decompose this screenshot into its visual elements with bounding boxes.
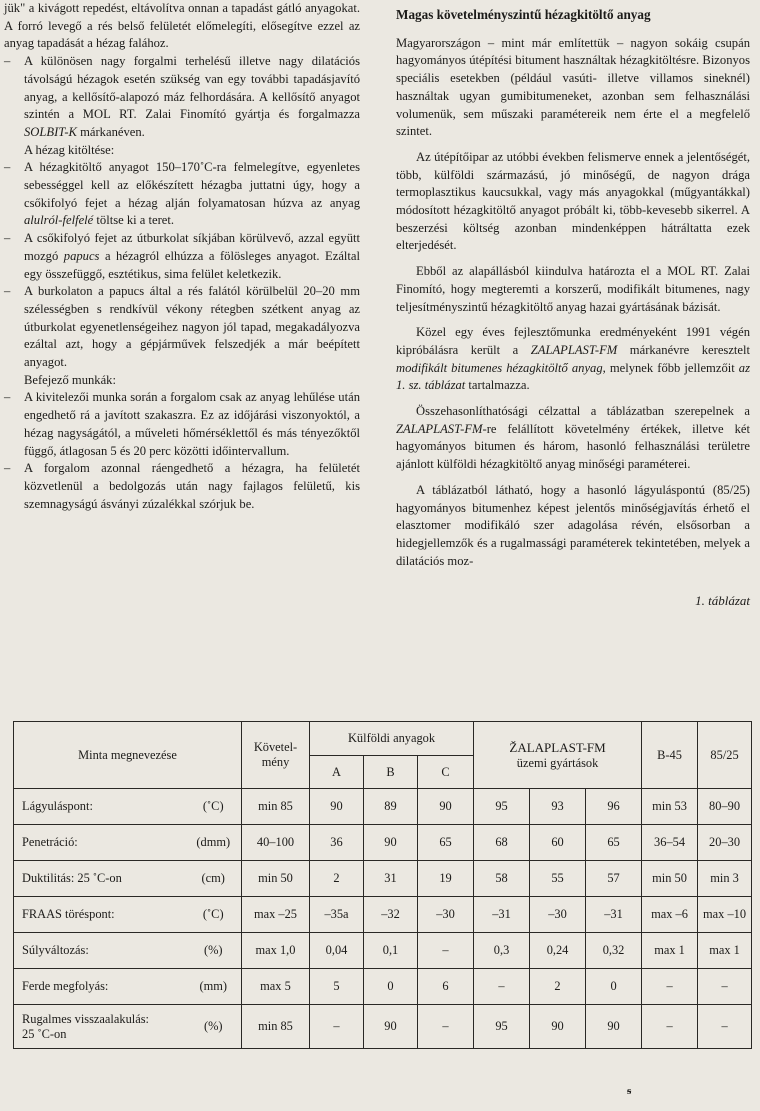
row-unit: (dmm) bbox=[186, 825, 242, 861]
table-cell: 95 bbox=[474, 789, 530, 825]
row-label: Rugalmes visszaalakulás: 25 ˚C-on bbox=[14, 1005, 186, 1049]
paragraph: Közel egy éves fejlesztőmunka eredményeként 1991 végén kipróbálásra került a ZALAPLAST-FM márkanévre keresztelt modifikált bitumenes hézagkitöltő anyag, melynek főbb jellemzőit az 1. sz. táblázat tartalmazza. bbox=[396, 325, 751, 393]
table-cell: 0 bbox=[364, 969, 418, 1005]
table-cell: 0,3 bbox=[474, 933, 530, 969]
header-zalaplast-sub: üzemi gyártások bbox=[516, 755, 599, 770]
table-cell: – bbox=[642, 969, 698, 1005]
header-sub-a: A bbox=[310, 756, 364, 789]
table-cell: 96 bbox=[586, 789, 642, 825]
table-cell: 57 bbox=[586, 861, 642, 897]
table-cell: 89 bbox=[364, 789, 418, 825]
table-cell: 90 bbox=[530, 1005, 586, 1049]
table-row bbox=[14, 933, 752, 969]
paragraph: Magyarországon – mint már említettük – nagyon sokáig csupán hagyományos útépítési bitument használtak hézagkitöltésre. Bizonyos speciális esetekben (például vasúti- illetve villamos sineknél) használtak ugyan gumibitumeneket, azonban sem felhasználási volumenük, sem műszaki paramétereik nem érte el a megfelelő szintet. bbox=[396, 35, 750, 139]
table-cell: 19 bbox=[418, 861, 474, 897]
table-cell: max 1 bbox=[642, 933, 698, 969]
table-cell: max –25 bbox=[242, 897, 310, 933]
header-sub-b: B bbox=[364, 756, 418, 789]
table-cell: – bbox=[474, 969, 530, 1005]
table-cell: 55 bbox=[530, 861, 586, 897]
table-cell: min 85 bbox=[242, 1005, 310, 1049]
table-cell: min 50 bbox=[642, 861, 698, 897]
table-cell: 80–90 bbox=[698, 789, 752, 825]
bullet-paragraph: – A hézagkitöltő anyagot 150–170˚C-ra felmelegítve, egyenletes sebességgel kell az előkészített hézagba juttatni úgy, hogy a csőkifolyó fejet a hézag alján folyamatosan húzva az anyag alulról-felfelé töltse ki a teret. bbox=[4, 159, 360, 230]
paragraph: Az útépítőipar az utóbbi években felismerve ennek a jelentőségét, több, külföldi származású, jó minőségű, de nagyon drága termoplasztikus kaucsukkal, vagy más anyagokkal (műgyantákkal) módosított hézagkitöltő anyagot próbált ki, több-kevesebb sikerrel. A beszerzési költség azonban mindenképpen hátráltatta ezek elterjedését. bbox=[396, 149, 750, 253]
table-cell: 68 bbox=[474, 825, 530, 861]
table-cell: – bbox=[418, 933, 474, 969]
row-label: Lágyuláspont: bbox=[14, 789, 186, 825]
table-row bbox=[14, 861, 752, 897]
section-title: Magas követelményszintű hézagkitöltő anyag bbox=[396, 7, 651, 22]
table-cell: –31 bbox=[474, 897, 530, 933]
table-cell: 20–30 bbox=[698, 825, 752, 861]
product-name: ZALAPLAST-FM bbox=[530, 342, 618, 357]
row-unit: (%) bbox=[186, 933, 242, 969]
table-cell: – bbox=[698, 1005, 752, 1049]
emphasis: modifikált bitumenes hézagkitöltő anyag, bbox=[396, 360, 606, 375]
table-cell: max 1 bbox=[698, 933, 752, 969]
table-row bbox=[14, 789, 752, 825]
table-cell: – bbox=[642, 1005, 698, 1049]
table-cell: –31 bbox=[586, 897, 642, 933]
table-row bbox=[14, 969, 752, 1005]
table-caption: 1. táblázat bbox=[695, 593, 750, 609]
table-cell: min 53 bbox=[642, 789, 698, 825]
row-unit: (mm) bbox=[186, 969, 242, 1005]
table-cell: 90 bbox=[364, 825, 418, 861]
section-heading: Befejező munkák: bbox=[24, 372, 116, 387]
table-cell: min 3 bbox=[698, 861, 752, 897]
table-row bbox=[14, 897, 752, 933]
table-cell: 2 bbox=[530, 969, 586, 1005]
bullet-paragraph: – A forgalom azonnal ráengedhető a hézagra, ha felületét közvetlenül a bedolgozás után nagy fajlagos felületű, kis szemnagyságú ásványi zúzalékkal szórjuk be. bbox=[4, 460, 360, 513]
table-cell: max 5 bbox=[242, 969, 310, 1005]
right-column bbox=[396, 0, 750, 610]
table-cell: 65 bbox=[418, 825, 474, 861]
table-cell: 0,32 bbox=[586, 933, 642, 969]
paragraph: A táblázatból látható, hogy a hasonló lágyuláspontú (85/25) hagyományos bitumenhez képest jelentős minőségjavítás érhető el elasztomer modifikáló szer adagolása révén, elsősorban a hidegjellemzők és a rugalmassági paraméterek tekintetében, melyek a dilatációs moz- bbox=[396, 482, 750, 568]
table-cell: min 85 bbox=[242, 789, 310, 825]
page-mark: ᵴ bbox=[627, 1085, 632, 1097]
table-cell: 93 bbox=[530, 789, 586, 825]
table-cell: 0 bbox=[586, 969, 642, 1005]
left-column bbox=[4, 0, 360, 513]
row-label: Duktilitás: 25 ˚C-on bbox=[14, 861, 186, 897]
table-cell: 2 bbox=[310, 861, 364, 897]
table-cell: –30 bbox=[530, 897, 586, 933]
emphasis: papucs bbox=[63, 248, 100, 263]
header-b45: B-45 bbox=[642, 722, 698, 789]
bullet-paragraph: – A különösen nagy forgalmi terhelésű illetve nagy dilatációs távolságú hézagok esetén szükség van egy további tapadásjavító anyag, a kellősítő-alapozó máz felhordására. A kellősítő anyagot szintén a MOL RT. Zalai Finomító gyártja és forgalmazza SOLBIT-K márkanéven. bbox=[4, 53, 360, 142]
row-label: Ferde megfolyás: bbox=[14, 969, 186, 1005]
table-cell: 95 bbox=[474, 1005, 530, 1049]
product-name: ZALAPLAST-FM bbox=[396, 421, 483, 436]
table-row bbox=[14, 1005, 752, 1049]
table-cell: 90 bbox=[586, 1005, 642, 1049]
properties-table bbox=[13, 721, 752, 1049]
table-row bbox=[14, 825, 752, 861]
row-unit: (cm) bbox=[186, 861, 242, 897]
table-cell: 0,04 bbox=[310, 933, 364, 969]
header-zalaplast bbox=[474, 722, 642, 789]
table-cell: 31 bbox=[364, 861, 418, 897]
table-cell: – bbox=[698, 969, 752, 1005]
table-cell: 58 bbox=[474, 861, 530, 897]
bullet-paragraph: – A kivitelezői munka során a forgalom csak az anyag lehűlése után engedhető rá a javított szakaszra. Ez az időjárási viszonyoktól, a hézag nagyságától, a műveleti hőmérséklettől és más tényezőktől függő, átlagosan 5 és 20 perc közötti időintervallum. bbox=[4, 389, 360, 460]
paragraph: Összehasonlíthatósági célzattal a táblázatban szerepelnek a ZALAPLAST-FM-re felállított követelmény értékek, illetve két hagyományos bitumen és három, hasonló felhasználási területre ajánlott külföldi hézagkitöltő anyag minőségi paraméterei. bbox=[396, 404, 750, 472]
table-cell: max –6 bbox=[642, 897, 698, 933]
table-cell: min 50 bbox=[242, 861, 310, 897]
table-cell: 60 bbox=[530, 825, 586, 861]
table-cell: 36–54 bbox=[642, 825, 698, 861]
row-unit: (%) bbox=[186, 1005, 242, 1049]
table-cell: 40–100 bbox=[242, 825, 310, 861]
table-cell: max 1,0 bbox=[242, 933, 310, 969]
table-cell: max –10 bbox=[698, 897, 752, 933]
row-unit: (˚C) bbox=[186, 789, 242, 825]
section-heading: A hézag kitöltése: bbox=[24, 142, 115, 157]
paragraph: jük" a kivágott repedést, eltávolítva onnan a tapadást gátló anyagokat. A forró levegő a rés belső felületét előmelegíti, elősegítve ezzel az anyag tapadását a hézag falához. bbox=[4, 1, 360, 51]
header-sample-name: Minta megnevezése bbox=[14, 722, 242, 789]
table-cell: 90 bbox=[364, 1005, 418, 1049]
bullet-paragraph: – A csőkifolyó fejet az útburkolat síkjában körülvevő, azzal együtt mozgó papucs a hézagról elhúzza a fölösleges anyagot. Ezáltal egy összefüggő, esztétikus, sima felület keletkezik. bbox=[4, 230, 360, 283]
table-cell: –32 bbox=[364, 897, 418, 933]
row-label: FRAAS töréspont: bbox=[14, 897, 186, 933]
header-zalaplast-title: ŽALAPLAST-FM bbox=[509, 739, 606, 755]
row-unit: (˚C) bbox=[186, 897, 242, 933]
header-85-25: 85/25 bbox=[698, 722, 752, 789]
bullet-paragraph: – A burkolaton a papucs által a rés falától körülbelül 20–20 mm szélességben s rendkívül vékony rétegben szétkent anyag az útburkolat egyenetlenségeihez nagyon jól tapad, megakadályozva ezáltal azt, hogy a gépjárművek felszedjék a már beépített anyagot. bbox=[4, 283, 360, 372]
table-cell: 36 bbox=[310, 825, 364, 861]
table-cell: –35a bbox=[310, 897, 364, 933]
table-cell: 90 bbox=[310, 789, 364, 825]
header-sub-c: C bbox=[418, 756, 474, 789]
table-reference: az 1. sz. táblázat bbox=[396, 360, 750, 393]
header-requirement: Követel- mény bbox=[242, 722, 310, 789]
table-cell: –30 bbox=[418, 897, 474, 933]
table-cell: 90 bbox=[418, 789, 474, 825]
table-cell: 5 bbox=[310, 969, 364, 1005]
table-cell: – bbox=[310, 1005, 364, 1049]
paragraph: Ebből az alapállásból kiindulva határozta el a MOL RT. Zalai Finomító, hogy megteremti a korszerű, modifikált bitumenes, nagy teljesítményszintű hézagkitöltő anyag hazai gyártásának bázisát. bbox=[396, 264, 750, 314]
product-name: SOLBIT-K bbox=[24, 124, 77, 139]
table-cell: – bbox=[418, 1005, 474, 1049]
table-cell: 6 bbox=[418, 969, 474, 1005]
table-cell: 0,24 bbox=[530, 933, 586, 969]
table-cell: 65 bbox=[586, 825, 642, 861]
row-label: Súlyváltozás: bbox=[14, 933, 186, 969]
emphasis: alulról-felfelé bbox=[24, 213, 94, 228]
row-label: Penetráció: bbox=[14, 825, 186, 861]
header-foreign-materials: Külföldi anyagok bbox=[310, 722, 474, 756]
table-cell: 0,1 bbox=[364, 933, 418, 969]
